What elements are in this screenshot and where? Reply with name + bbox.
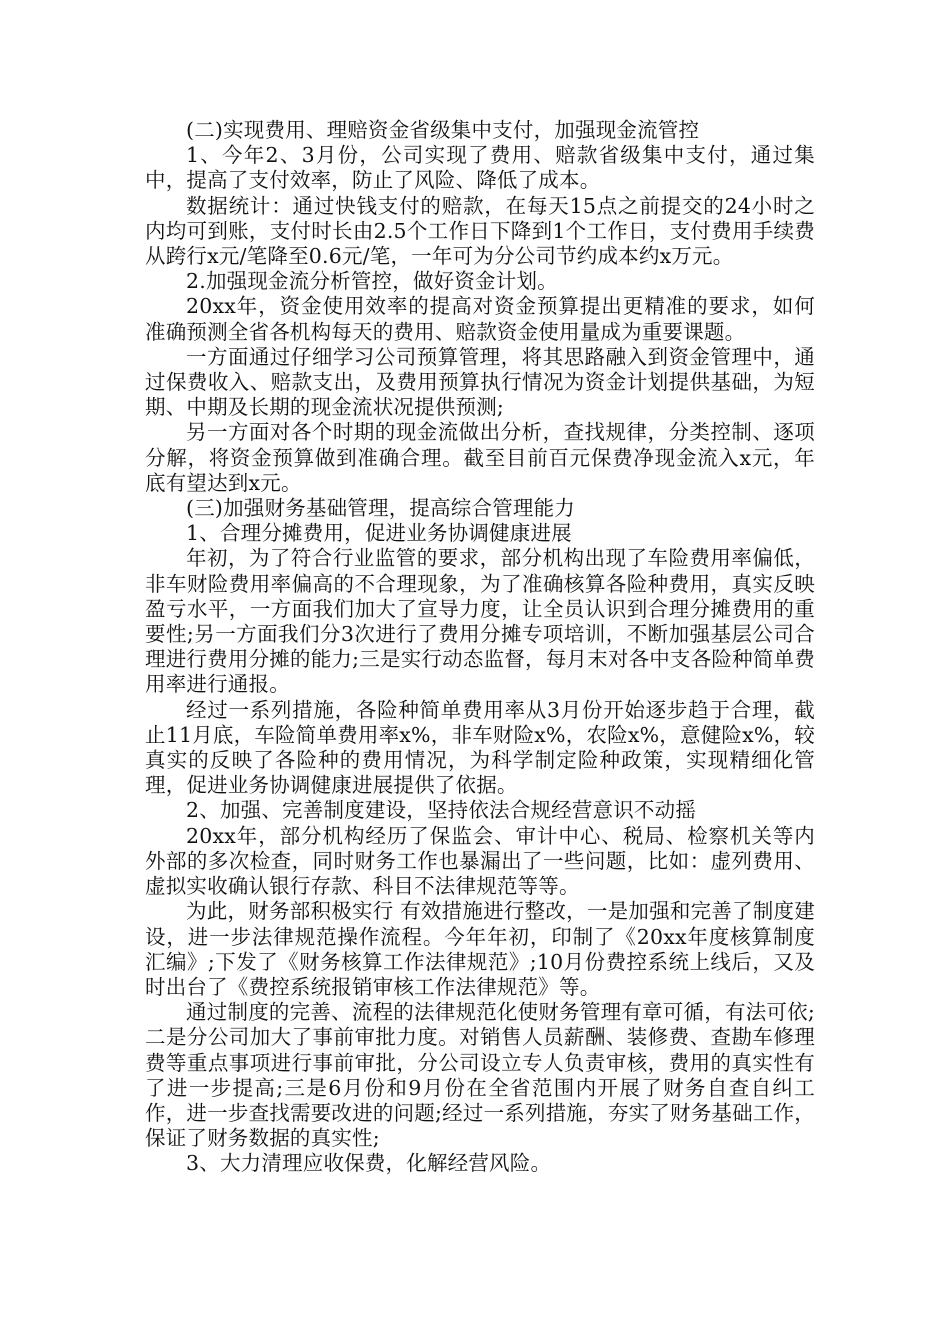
paragraph: 数据统计：通过快钱支付的赔款，在每天15点之前提交的24小时之内均可到账，支付时长由2.5个工作日下降到1个工作日，支付费用手续费从跨行x元/笔降至0.6元/笔，一年可为分公司节约成本约x万元。 [145,193,815,269]
subheading: 2、加强、完善制度建设，坚持依法合规经营意识不动摇 [186,798,697,823]
subheading: 2.加强现金流分析管控，做好资金计划。 [186,269,558,294]
paragraph: 年初，为了符合行业监管的要求，部分机构出现了车险费用率偏低，非车财险费用率偏高的不合理现象，为了准确核算各险种费用，真实反映盈亏水平，一方面我们加大了宣导力度，让全员认识到合理分摊费用的重要性;另一方面我们分3次进行了费用分摊专项培训，不断加强基层公司合理进行费用分摊的能力;三是实行动态监督，每月末对各中支各险种简单费用率进行通报。 [145,546,815,697]
subheading: 1、合理分摊费用，促进业务协调健康进展 [186,521,572,546]
subheading: 3、大力清理应收保费，化解经营风险。 [186,1151,552,1176]
paragraph: 另一方面对各个时期的现金流做出分析，查找规律，分类控制、逐项分解，将资金预算做到准确合理。截至目前百元保费净现金流入x元，年底有望达到x元。 [145,420,815,495]
paragraph: 为此，财务部积极实行 有效措施进行整改，一是加强和完善了制度建设，进一步法律规范操作流程。今年年初，印制了《20xx年度核算制度汇编》;下发了《财务核算工作法律规范》;10月份费控系统上线后，又及时出台了《费控系统报销审核工作法律规范》等。 [145,899,815,999]
paragraph: 通过制度的完善、流程的法律规范化使财务管理有章可循，有法可依;二是分公司加大了事前审批力度。对销售人员薪酬、装修费、查勘车修理费等重点事项进行事前审批，分公司设立专人负责审核，费用的真实性有了进一步提高;三是6月份和9月份在全省范围内开展了财务自查自纠工作，进一步查找需要改进的问题;经过一系列措施，夯实了财务基础工作，保证了财务数据的真实性; [145,1000,815,1151]
paragraph: 1、今年2、3月份，公司实现了费用、赔款省级集中支付，通过集中，提高了支付效率，防止了风险、降低了成本。 [145,143,815,193]
paragraph: 一方面通过仔细学习公司预算管理，将其思路融入到资金管理中，通过保费收入、赔款支出，及费用预算执行情况为资金计划提供基础，为短期、中期及长期的现金流状况提供预测; [145,344,815,420]
paragraph: 经过一系列措施，各险种简单费用率从3月份开始逐步趋于合理，截止11月底，车险简单费用率x%，非车财险x%，农险x%，意健险x%，较真实的反映了各险种的费用情况，为科学制定险种政策，实现精细化管理，促进业务协调健康进展提供了依据。 [145,697,815,798]
document-body [145,118,815,1177]
section-heading-3: (三)加强财务基础管理，提高综合管理能力 [186,496,575,521]
section-heading-2: (二)实现费用、理赔资金省级集中支付，加强现金流管控 [186,118,700,142]
paragraph: 20xx年，资金使用效率的提高对资金预算提出更精准的要求，如何准确预测全省各机构每天的费用、赔款资金使用量成为重要课题。 [145,294,815,344]
paragraph: 20xx年，部分机构经历了保监会、审计中心、税局、检察机关等内外部的多次检查，同时财务工作也暴漏出了一些问题，比如：虚列费用、虚拟实收确认银行存款、科目不法律规范等等。 [145,823,815,899]
